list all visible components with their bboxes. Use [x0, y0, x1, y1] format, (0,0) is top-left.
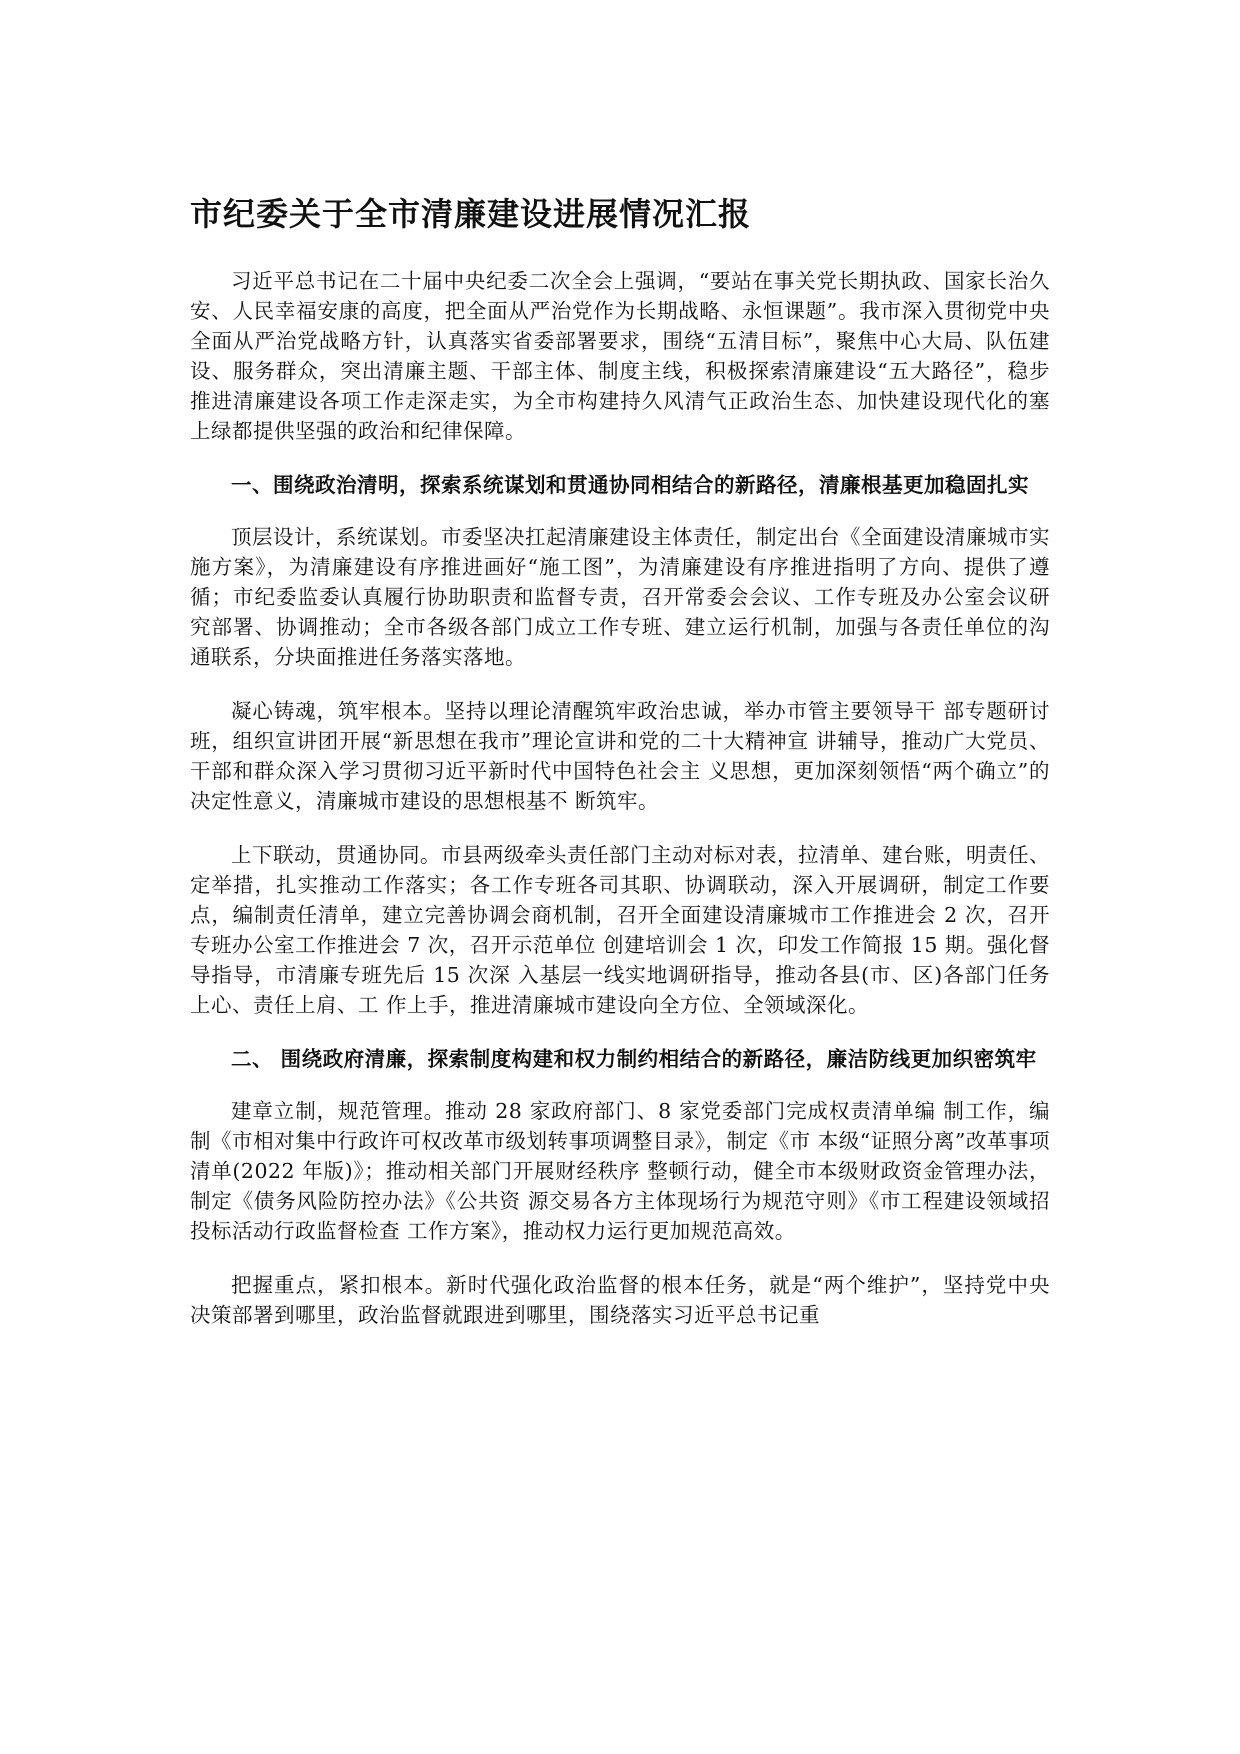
section-heading-2: 二、 围绕政府清廉，探索制度构建和权力制约相结合的新路径，廉洁防线更加织密筑牢 [231, 1047, 1037, 1071]
document-page [190, 192, 1050, 1354]
intro-paragraph: 习近平总书记在二十届中央纪委二次全会上强调，“要站在事关党长期执政、国家长治久安、人民幸福安康的高度，把全面从严治党作为长期战略、永恒课题”。我市深入贯彻党中央全面从严治党战略方针，认真落实省委部署要求，围绕“五清目标”，聚焦中心大局、队伍建设、服务群众，突出清廉主题、干部主体、制度主线，积极探索清廉建设“五大路径”，稳步推进清廉建设各项工作走深走实，为全市构建持久风清气正政治生态、加快建设现代化的塞上绿都提供坚强的政治和纪律保障。 [190, 269, 1050, 443]
body-paragraph: 上下联动，贯通协同。市县两级牵头责任部门主动对标对表，拉清单、建台账，明责任、定举措，扎实推动工作落实；各工作专班各司其职、协调联动，深入开展调研，制定工作要点，编制责任清单，建立完善协调会商机制，召开全面建设清廉城市工作推进会 2 次，召开专班办公室工作推进会 7 次，召开示范单位 创建培训会 1 次，印发工作简报 15 期。强化督导指导，市清廉专班先后 15 次深 入基层一线实地调研指导，推动各县(市、区)各部门任务上心、责任上肩、工 作上手，推进清廉城市建设向全方位、全领域深化。 [190, 843, 1050, 1017]
body-paragraph: 把握重点，紧扣根本。新时代强化政治监督的根本任务，就是“两个维护”，坚持党中央决策部署到哪里，政治监督就跟进到哪里，围绕落实习近平总书记重 [190, 1273, 1050, 1327]
body-paragraph: 顶层设计，系统谋划。市委坚决扛起清廉建设主体责任，制定出台《全面建设清廉城市实施方案》，为清廉建设有序推进画好“施工图”，为清廉建设有序推进指明了方向、提供了遵循；市纪委监委认真履行协助职责和监督专责，召开常委会会议、工作专班及办公室会议研究部署、协调推动；全市各级各部门成立工作专班、建立运行机制，加强与各责任单位的沟通联系，分块面推进任务落实落地。 [190, 525, 1050, 669]
body-paragraph: 凝心铸魂，筑牢根本。坚持以理论清醒筑牢政治忠诚，举办市管主要领导干 部专题研讨班，组织宣讲团开展“新思想在我市”理论宣讲和党的二十大精神宣 讲辅导，推动广大党员、干部和群众深入学习贯彻习近平新时代中国特色社会主 义思想，更加深刻领悟“两个确立”的决定性意义，清廉城市建设的思想根基不 断筑牢。 [190, 699, 1050, 813]
body-paragraph: 建章立制，规范管理。推动 28 家政府部门、8 家党委部门完成权责清单编 制工作，编制《市相对集中行政许可权改革市级划转事项调整目录》，制定《市 本级“证照分离”改革事项清单(2022 年版)》；推动相关部门开展财经秩序 整顿行动，健全市本级财政资金管理办法，制定《债务风险防控办法》《公共资 源交易各方主体现场行为规范守则》《市工程建设领域招投标活动行政监督检查 工作方案》，推动权力运行更加规范高效。 [190, 1099, 1050, 1243]
document-title: 市纪委关于全市清廉建设进展情况汇报 [190, 195, 752, 233]
section-heading-1: 一、围绕政治清明，探索系统谋划和贯通协同相结合的新路径，清廉根基更加稳固扎实 [231, 473, 1029, 497]
